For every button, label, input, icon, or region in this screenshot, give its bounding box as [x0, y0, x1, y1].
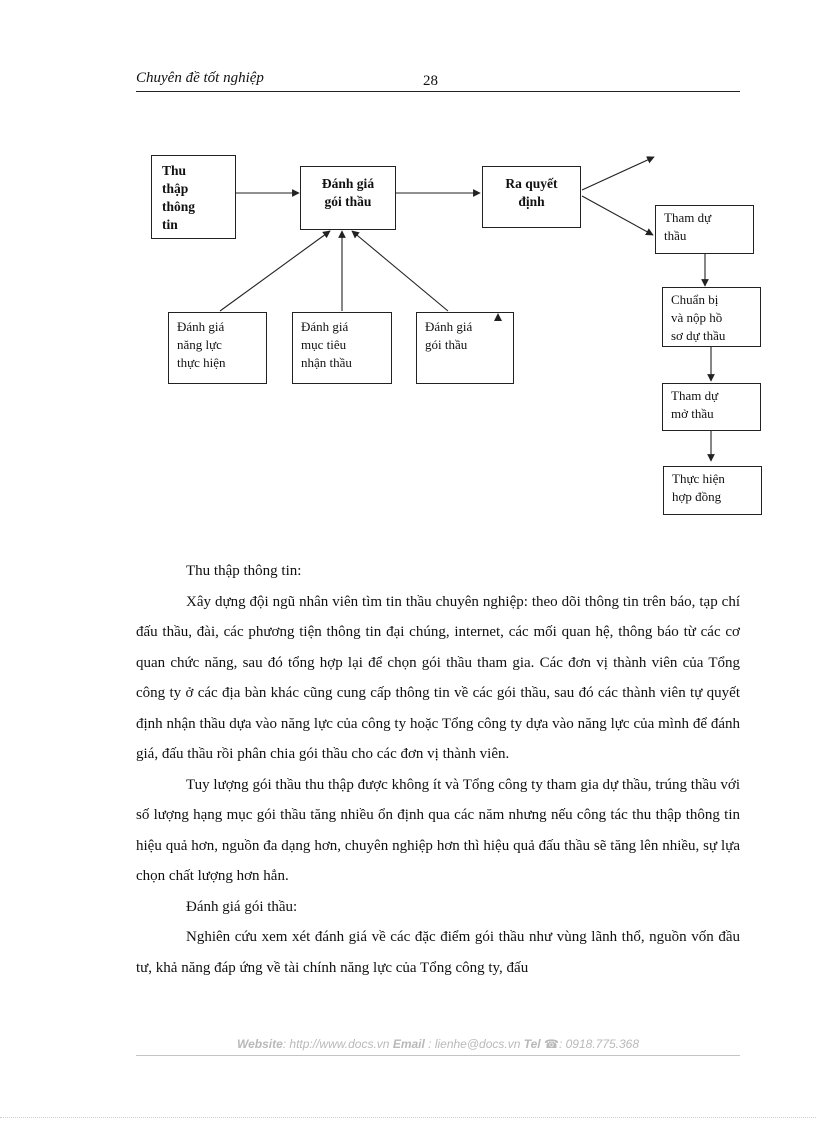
label-line: mục tiêu [301, 337, 347, 352]
label-line: và nộp hồ [671, 310, 723, 325]
label-line: Tham dự [664, 210, 712, 225]
heading-thu-thap: Thu thập thông tin: [186, 563, 302, 579]
label-line: Thực hiện [672, 471, 725, 486]
box-danh-gia-goi-thau [300, 166, 396, 230]
page-bottom-edge [0, 1117, 816, 1118]
label-line: Ra quyết [505, 176, 558, 191]
label-line: Đánh giá [301, 319, 349, 334]
paragraph: Nghiên cứu xem xét đánh giá về các đặc điểm gói thầu như vùng lãnh thổ, nguồn vốn đầu tư, khả năng đáp ứng về tài chính năng lực của Tổng công ty, đấu [136, 929, 740, 976]
label-line: gói thầu [324, 194, 372, 209]
bidding-process-diagram [0, 0, 816, 540]
page-number: 28 [423, 73, 438, 89]
label-line: thông [162, 199, 196, 214]
website-label: Website [236, 1037, 283, 1051]
arrow-decide-to-tender [582, 196, 653, 235]
email-label: Email [392, 1037, 425, 1051]
label-line: thập [162, 181, 189, 196]
tel-number: : 0918.775.368 [558, 1037, 640, 1051]
box-thu-thap-thong-tin [151, 155, 236, 239]
label-line: Đánh giá [425, 319, 473, 334]
email-address: : lienhe@docs.vn [424, 1037, 521, 1051]
arrow-decide-up [582, 157, 654, 190]
footer-rule [136, 1055, 740, 1056]
arrow-capacity-to-evaluate [220, 231, 330, 311]
website-url: : http://www.docs.vn [282, 1037, 390, 1051]
page-footer [136, 1037, 740, 1051]
label-line: thầu [664, 228, 687, 243]
label-line: nhận thầu [301, 355, 352, 370]
paragraph: Xây dựng đội ngũ nhân viên tìm tin thầu chuyên nghiệp: theo dõi thông tin trên báo, tạp chí đấu thầu, đài, các phương tiện thông tin đại chúng, internet, các mối quan hệ, thông báo từ các cơ quan chức năng, sau đó tổng hợp lại để chọn gói thầu tham gia. Các đơn vị thành viên của Tổng công ty ở các địa bàn khác cũng cung cấp thông tin về các gói thầu, sau đó các thành viên tự quyết định nhận thầu dựa vào năng lực của công ty hoặc Tổng công ty dựa vào năng lực của mình để đánh giá, đấu thầu rồi phân chia gói thầu cho các đơn vị thành viên. [136, 593, 740, 762]
arrow-package-to-evaluate [352, 231, 448, 311]
box-thuc-hien-hop-dong [663, 466, 762, 515]
paragraph: Tuy lượng gói thầu thu thập được không ít và Tổng công ty tham gia dự thầu, trúng thầu với số lượng hạng mục gói thầu tăng nhiều ổn định qua các năm nhưng nếu công tác thu thập thông tin hiệu quả hơn, nguồn đa dạng hơn, chuyên nghiệp hơn thì hiệu quả đấu thầu sẽ tăng lên nhiều, sự lựa chọn chất lượng hơn hẳn. [136, 776, 740, 884]
label-line: Tham dự [671, 388, 719, 403]
box-chuan-bi-nop-ho-so [662, 287, 761, 347]
label-line: hợp đồng [672, 489, 722, 504]
box-tham-du-thau [655, 205, 754, 254]
phone-icon: ☎ [544, 1037, 559, 1051]
box-tham-du-mo-thau [662, 383, 761, 431]
body-text [136, 556, 740, 983]
label-line: Chuẩn bị [671, 292, 719, 307]
label-line: năng lực [177, 337, 222, 352]
label-line: mở thầu [671, 406, 714, 421]
label-line: thực hiện [177, 355, 226, 370]
label-line: Thu [162, 163, 187, 178]
tel-label: Tel [523, 1037, 541, 1051]
label-line: Đánh giá [177, 319, 225, 334]
box-danh-gia-nang-luc [168, 312, 267, 384]
box-danh-gia-muc-tieu [292, 312, 392, 384]
label-line: sơ dự thầu [671, 328, 726, 343]
label-line: định [518, 194, 545, 209]
header-title: Chuyên đề tốt nghiệp [136, 70, 264, 86]
label-line: gói thầu [425, 337, 468, 352]
diagram-arrows [0, 0, 816, 540]
label-line: tin [162, 217, 178, 232]
heading-danh-gia: Đánh giá gói thầu: [186, 898, 298, 915]
box-ra-quyet-dinh [482, 166, 581, 228]
box-danh-gia-goi-thau-small [416, 312, 514, 384]
label-line: Đánh giá [321, 176, 375, 191]
